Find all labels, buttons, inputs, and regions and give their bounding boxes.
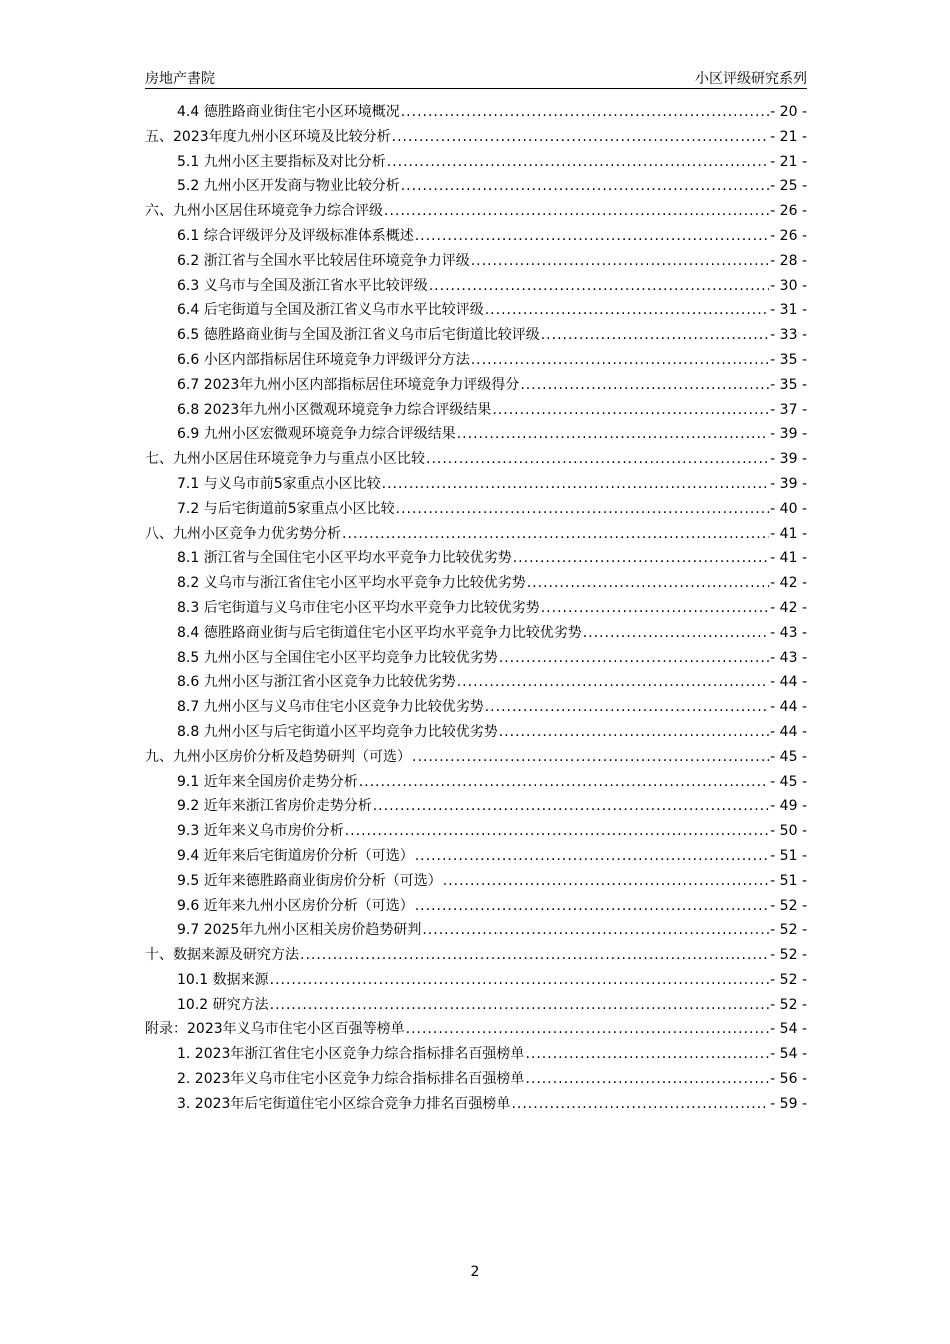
toc-entry[interactable] (145, 869, 807, 894)
toc-entry-title: 十、数据来源及研究方法 (145, 947, 299, 964)
toc-entry-title: 8.6 九州小区与浙江省小区竞争力比较优劣势 (177, 674, 456, 691)
toc-leader-dots (471, 249, 769, 274)
toc-entry[interactable] (145, 1067, 807, 1092)
toc-entry-page: - 52 - (770, 922, 807, 939)
toc-leader-dots (583, 621, 769, 646)
toc-entry-page: - 41 - (770, 550, 807, 567)
toc-entry-page: - 31 - (770, 302, 807, 319)
toc-leader-dots (426, 447, 769, 472)
toc-leader-dots (443, 869, 769, 894)
toc-entry-page: - 28 - (770, 252, 807, 269)
toc-entry-page: - 54 - (770, 1046, 807, 1063)
toc-entry[interactable] (145, 497, 807, 522)
toc-entry[interactable] (145, 274, 807, 299)
toc-entry-page: - 54 - (770, 1021, 807, 1038)
toc-entry[interactable] (145, 646, 807, 671)
toc-entry-title: 6.8 2023年九州小区微观环境竞争力综合评级结果 (177, 401, 492, 418)
toc-leader-dots (396, 497, 770, 522)
toc-leader-dots (384, 199, 769, 224)
toc-entry-page: - 49 - (770, 798, 807, 815)
toc-entry-title: 9.3 近年来义乌市房价分析 (177, 823, 344, 840)
toc-entry[interactable] (145, 695, 807, 720)
toc-entry[interactable] (145, 1092, 807, 1117)
toc-entry-page: - 56 - (770, 1071, 807, 1088)
toc-entry-page: - 52 - (770, 996, 807, 1013)
toc-entry[interactable] (145, 546, 807, 571)
toc-leader-dots (345, 819, 769, 844)
toc-entry[interactable] (145, 745, 807, 770)
toc-entry-title: 10.2 研究方法 (177, 996, 269, 1013)
toc-entry-page: - 21 - (770, 153, 807, 170)
toc-leader-dots (270, 993, 770, 1018)
toc-leader-dots (511, 1092, 769, 1117)
toc-entry-title: 6.5 德胜路商业街与全国及浙江省义乌市后宅街道比较评级 (177, 327, 540, 344)
toc-entry-page: - 52 - (770, 947, 807, 964)
toc-entry[interactable] (145, 323, 807, 348)
toc-entry-page: - 43 - (770, 624, 807, 641)
toc-entry[interactable] (145, 596, 807, 621)
toc-leader-dots (429, 274, 769, 299)
toc-entry-title: 1. 2023年浙江省住宅小区竞争力综合指标排名百强榜单 (177, 1046, 525, 1063)
toc-entry-page: - 37 - (770, 401, 807, 418)
toc-entry-title: 八、九州小区竞争力优劣势分析 (145, 525, 341, 542)
toc-entry[interactable] (145, 571, 807, 596)
toc-leader-dots (499, 646, 769, 671)
toc-entry[interactable] (145, 125, 807, 150)
header-left-text: 房地产書院 (145, 71, 215, 87)
toc-entry-title: 7.1 与义乌市前5家重点小区比较 (177, 475, 381, 492)
toc-entry-title: 9.5 近年来德胜路商业街房价分析（可选） (177, 872, 442, 889)
toc-leader-dots (415, 894, 769, 919)
toc-entry-title: 8.1 浙江省与全国住宅小区平均水平竞争力比较优劣势 (177, 550, 512, 567)
toc-leader-dots (392, 125, 770, 150)
toc-entry-page: - 35 - (770, 351, 807, 368)
toc-entry-page: - 50 - (770, 823, 807, 840)
toc-entry-title: 8.3 后宅街道与义乌市住宅小区平均水平竞争力比较优劣势 (177, 599, 540, 616)
toc-leader-dots (382, 472, 770, 497)
toc-entry[interactable] (145, 472, 807, 497)
toc-leader-dots (401, 100, 769, 125)
toc-entry[interactable] (145, 794, 807, 819)
toc-entry-title: 6.9 九州小区宏微观环境竞争力综合评级结果 (177, 426, 456, 443)
toc-leader-dots (541, 323, 769, 348)
toc-entry-title: 2. 2023年义乌市住宅小区竞争力综合指标排名百强榜单 (177, 1071, 525, 1088)
toc-entry-title: 五、2023年度九州小区环境及比较分析 (145, 128, 391, 145)
toc-entry-page: - 39 - (770, 451, 807, 468)
toc-entry-page: - 41 - (770, 525, 807, 542)
toc-entry-page: - 26 - (770, 203, 807, 220)
toc-entry[interactable] (145, 298, 807, 323)
toc-entry[interactable] (145, 348, 807, 373)
toc-entry-page: - 42 - (770, 575, 807, 592)
toc-entry-title: 6.1 综合评级评分及评级标准体系概述 (177, 227, 414, 244)
toc-entry[interactable] (145, 522, 807, 547)
toc-entry-title: 7.2 与后宅街道前5家重点小区比较 (177, 500, 395, 517)
toc-leader-dots (401, 174, 769, 199)
toc-entry-title: 9.7 2025年九州小区相关房价趋势研判 (177, 922, 422, 939)
toc-entry-page: - 35 - (770, 376, 807, 393)
toc-entry[interactable] (145, 621, 807, 646)
toc-leader-dots (300, 943, 769, 968)
toc-entry-title: 5.1 九州小区主要指标及对比分析 (177, 153, 386, 170)
toc-leader-dots (457, 422, 769, 447)
toc-entry-page: - 45 - (770, 748, 807, 765)
toc-leader-dots (499, 720, 769, 745)
toc-entry-title: 8.2 义乌市与浙江省住宅小区平均水平竞争力比较优劣势 (177, 575, 526, 592)
toc-entry-title: 9.1 近年来全国房价走势分析 (177, 773, 358, 790)
toc-entry-page: - 45 - (770, 773, 807, 790)
toc-leader-dots (527, 571, 769, 596)
toc-entry-title: 6.3 义乌市与全国及浙江省水平比较评级 (177, 277, 428, 294)
toc-leader-dots (513, 546, 769, 571)
toc-entry-page: - 25 - (770, 178, 807, 195)
toc-entry-page: - 52 - (770, 897, 807, 914)
toc-entry-page: - 59 - (770, 1095, 807, 1112)
toc-leader-dots (422, 918, 769, 943)
toc-entry[interactable] (145, 819, 807, 844)
toc-leader-dots (342, 522, 769, 547)
page-header (145, 68, 807, 88)
toc-entry[interactable] (145, 720, 807, 745)
header-divider (145, 88, 807, 89)
toc-entry[interactable] (145, 844, 807, 869)
toc-entry-title: 9.6 近年来九州小区房价分析（可选） (177, 897, 414, 914)
toc-entry-title: 七、九州小区居住环境竞争力与重点小区比较 (145, 451, 425, 468)
toc-leader-dots (525, 1042, 769, 1067)
toc-leader-dots (471, 348, 769, 373)
toc-entry-title: 六、九州小区居住环境竞争力综合评级 (145, 203, 383, 220)
toc-entry[interactable] (145, 918, 807, 943)
toc-entry-page: - 42 - (770, 599, 807, 616)
toc-entry-page: - 44 - (770, 674, 807, 691)
toc-entry[interactable] (145, 770, 807, 795)
toc-entry-page: - 30 - (770, 277, 807, 294)
toc-leader-dots (485, 695, 769, 720)
toc-entry[interactable] (145, 373, 807, 398)
toc-leader-dots (387, 150, 769, 175)
toc-entry-title: 8.8 九州小区与后宅街道小区平均竞争力比较优劣势 (177, 723, 498, 740)
toc-leader-dots (373, 794, 769, 819)
toc-entry-title: 附录：2023年义乌市住宅小区百强等榜单 (145, 1021, 405, 1038)
toc-entry-title: 9.4 近年来后宅街道房价分析（可选） (177, 847, 414, 864)
toc-entry-title: 8.4 德胜路商业街与后宅街道住宅小区平均水平竞争力比较优劣势 (177, 624, 582, 641)
toc-entry[interactable] (145, 224, 807, 249)
toc-entry[interactable] (145, 199, 807, 224)
toc-entry[interactable] (145, 174, 807, 199)
toc-leader-dots (270, 968, 770, 993)
toc-entry-title: 6.4 后宅街道与全国及浙江省义乌市水平比较评级 (177, 302, 484, 319)
toc-entry-title: 九、九州小区房价分析及趋势研判（可选） (145, 748, 411, 765)
toc-entry[interactable] (145, 894, 807, 919)
toc-leader-dots (415, 844, 769, 869)
toc-entry-page: - 40 - (770, 500, 807, 517)
toc-entry-page: - 33 - (770, 327, 807, 344)
toc-entry-page: - 39 - (770, 475, 807, 492)
toc-entry-title: 3. 2023年后宅街道住宅小区综合竞争力排名百强榜单 (177, 1095, 511, 1112)
toc-leader-dots (359, 770, 769, 795)
toc-entry[interactable] (145, 1017, 807, 1042)
toc-entry[interactable] (145, 968, 807, 993)
toc-entry-page: - 39 - (770, 426, 807, 443)
toc-entry-title: 10.1 数据来源 (177, 971, 269, 988)
toc-entry-page: - 51 - (770, 847, 807, 864)
toc-entry-page: - 43 - (770, 649, 807, 666)
toc-leader-dots (406, 1017, 770, 1042)
toc-entry-page: - 51 - (770, 872, 807, 889)
toc-entry[interactable] (145, 993, 807, 1018)
toc-entry-page: - 20 - (770, 104, 807, 120)
toc-leader-dots (457, 670, 769, 695)
toc-leader-dots (412, 745, 769, 770)
page-number: 2 (470, 1264, 480, 1280)
toc-entry-title: 6.7 2023年九州小区内部指标居住环境竞争力评级得分 (177, 376, 520, 393)
toc-entry-page: - 21 - (770, 128, 807, 145)
toc-entry-title: 4.4 德胜路商业街住宅小区环境概况 (177, 104, 400, 120)
table-of-contents (145, 100, 807, 1117)
toc-leader-dots (520, 373, 769, 398)
toc-entry[interactable] (145, 422, 807, 447)
toc-leader-dots (415, 224, 769, 249)
toc-entry[interactable] (145, 670, 807, 695)
toc-entry-page: - 26 - (770, 227, 807, 244)
toc-leader-dots (541, 596, 769, 621)
toc-leader-dots (525, 1067, 769, 1092)
toc-leader-dots (485, 298, 769, 323)
toc-entry-page: - 52 - (770, 971, 807, 988)
toc-entry-title: 8.7 九州小区与义乌市住宅小区竞争力比较优劣势 (177, 699, 484, 716)
toc-entry-title: 6.2 浙江省与全国水平比较居住环境竞争力评级 (177, 252, 470, 269)
toc-entry-title: 8.5 九州小区与全国住宅小区平均竞争力比较优劣势 (177, 649, 498, 666)
header-right-text: 小区评级研究系列 (695, 71, 807, 87)
toc-leader-dots (492, 398, 769, 423)
toc-entry-page: - 44 - (770, 723, 807, 740)
toc-entry-title: 9.2 近年来浙江省房价走势分析 (177, 798, 372, 815)
toc-entry[interactable] (145, 150, 807, 175)
toc-entry[interactable] (145, 398, 807, 423)
toc-entry-page: - 44 - (770, 699, 807, 716)
toc-entry[interactable] (145, 100, 807, 125)
toc-entry[interactable] (145, 249, 807, 274)
toc-entry-title: 6.6 小区内部指标居住环境竞争力评级评分方法 (177, 351, 470, 368)
toc-entry-title: 5.2 九州小区开发商与物业比较分析 (177, 178, 400, 195)
toc-entry[interactable] (145, 943, 807, 968)
toc-entry[interactable] (145, 447, 807, 472)
toc-entry[interactable] (145, 1042, 807, 1067)
